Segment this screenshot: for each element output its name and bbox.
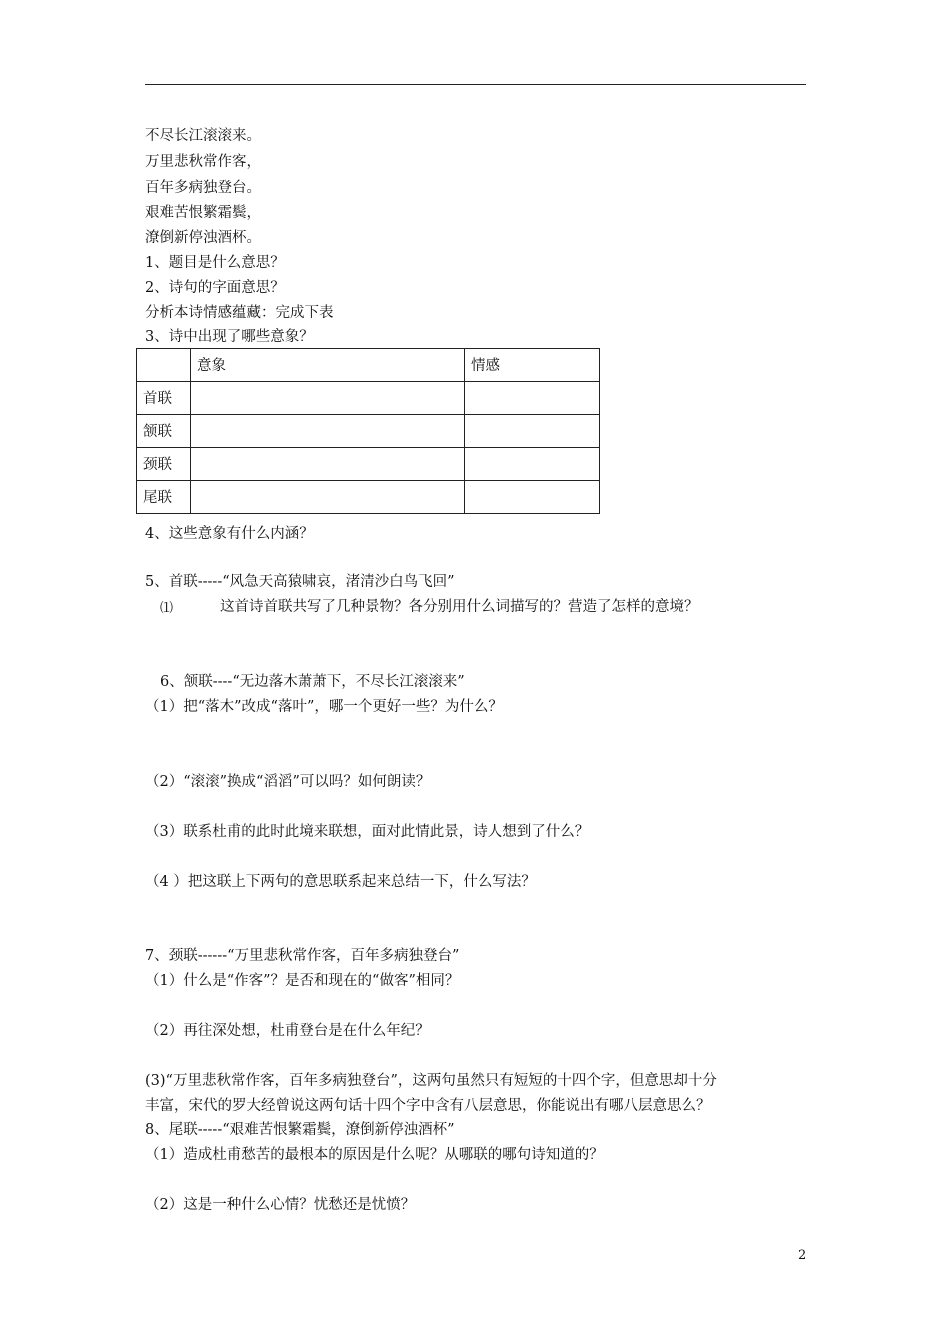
table-cell	[465, 448, 600, 481]
analysis-heading: 分析本诗情感蕴藏：完成下表	[145, 305, 334, 321]
question-8-2: （2）这是一种什么心情？忧愁还是忧愤？	[145, 1197, 416, 1213]
subquestion-number: ⑴	[160, 601, 174, 616]
page-number: 2	[798, 1248, 807, 1263]
table-cell	[465, 481, 600, 514]
table-cell	[465, 382, 600, 415]
poem-line-1: 不尽长江滚滚来。	[145, 128, 261, 144]
table-row	[137, 382, 600, 415]
imagery-table	[136, 348, 600, 514]
question-7-2: （2）再往深处想，杜甫登台是在什么年纪？	[145, 1023, 430, 1039]
poem-line-3: 百年多病独登台。	[145, 180, 261, 196]
table-header-cell: 意象	[191, 349, 465, 382]
question-8-1: （1）造成杜甫愁苦的最根本的原因是什么呢？从哪联的哪句诗知道的？	[145, 1147, 604, 1163]
table-cell	[191, 448, 465, 481]
table-row	[137, 448, 600, 481]
row-label: 尾联	[137, 481, 191, 514]
question-7: 7、颈联------“万里悲秋常作客，百年多病独登台”	[145, 948, 460, 964]
question-3: 3、诗中出现了哪些意象？	[145, 329, 314, 345]
question-7-1: （1）什么是“作客”？是否和现在的“做客”相同？	[145, 973, 460, 989]
table-header-cell: 情感	[465, 349, 600, 382]
table-cell	[191, 481, 465, 514]
row-label: 首联	[137, 382, 191, 415]
table-header-row	[137, 349, 600, 382]
question-7-3-line-2: 丰富，宋代的罗大经曾说这两句话十四个字中含有八层意思，你能说出有哪八层意思么？	[145, 1098, 711, 1114]
table-header-cell	[137, 349, 191, 382]
question-4: 4、这些意象有什么内涵？	[145, 526, 314, 542]
header-rule	[145, 84, 806, 85]
table-row	[137, 481, 600, 514]
question-8: 8、尾联-----“艰难苦恨繁霜鬓，潦倒新停浊酒杯”	[145, 1122, 455, 1138]
poem-line-5: 潦倒新停浊酒杯。	[145, 230, 261, 246]
row-label: 颔联	[137, 415, 191, 448]
question-1: 1、题目是什么意思？	[145, 255, 285, 271]
question-6-1: （1）把“落木”改成“落叶”，哪一个更好一些？为什么？	[145, 699, 503, 715]
question-6-4: （4 ）把这联上下两句的意思联系起来总结一下，什么写法？	[145, 874, 536, 890]
question-5-1: 这首诗首联共写了几种景物？各分别用什么词描写的？营造了怎样的意境？	[220, 599, 699, 615]
question-6-3: （3）联系杜甫的此时此境来联想，面对此情此景，诗人想到了什么？	[145, 824, 590, 840]
question-5: 5、首联-----“风急天高猿啸哀，渚清沙白鸟飞回”	[145, 574, 455, 590]
table-cell	[191, 382, 465, 415]
question-2: 2、诗句的字面意思？	[145, 280, 285, 296]
table-cell	[465, 415, 600, 448]
table-cell	[191, 415, 465, 448]
question-6: 6、颔联----“无边落木萧萧下，不尽长江滚滚来”	[160, 674, 465, 690]
poem-line-4: 艰难苦恨繁霜鬓，	[145, 205, 261, 221]
row-label: 颈联	[137, 448, 191, 481]
question-7-3-line-1: (3)“万里悲秋常作客，百年多病独登台”，这两句虽然只有短短的十四个字，但意思却十分	[145, 1073, 717, 1089]
table-row	[137, 415, 600, 448]
question-6-2: （2）“滚滚”换成“滔滔”可以吗？如何朗读？	[145, 774, 431, 790]
poem-line-2: 万里悲秋常作客，	[145, 154, 261, 170]
